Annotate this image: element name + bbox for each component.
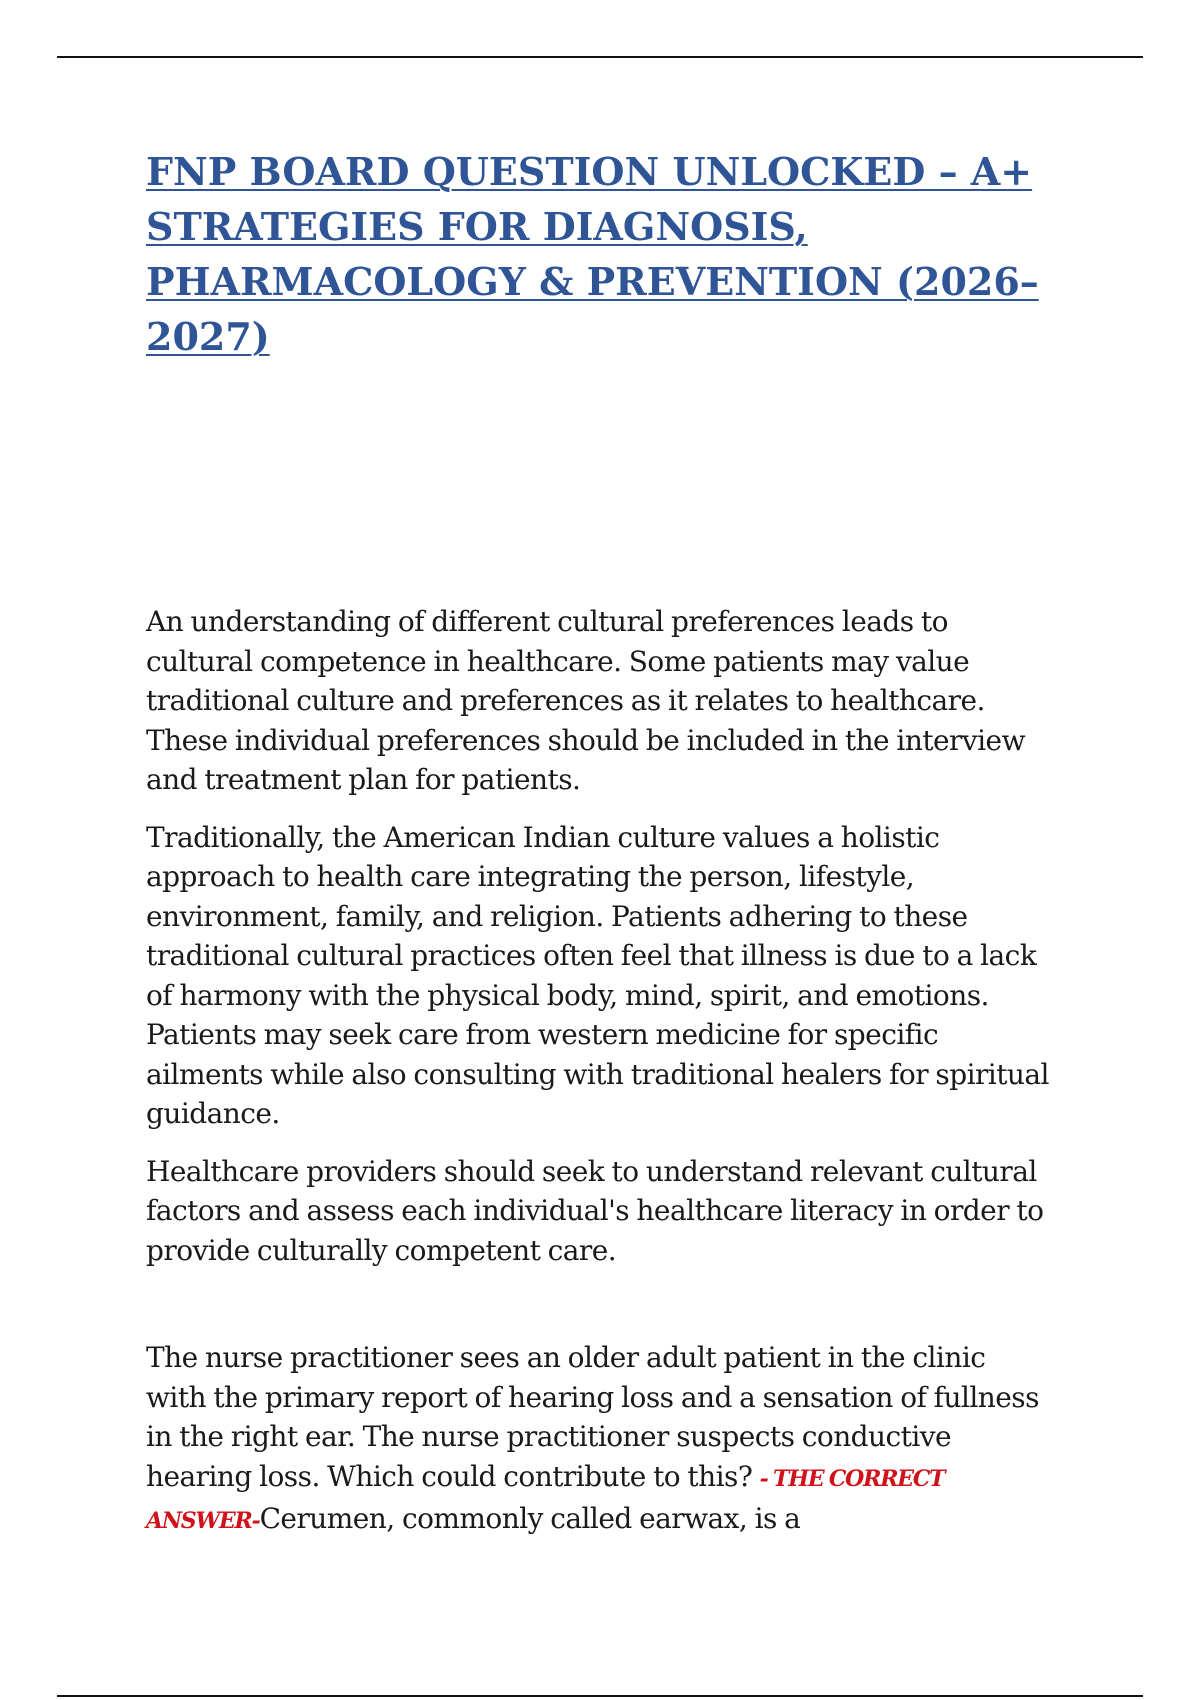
paragraph-american-indian-culture: Traditionally, the American Indian culture values a holistic approach to health care integrating the person, lifestyle, environment, family, and religion. Patients adhering to these traditional cultural practices often feel that illness is due to a lack of harmony with the physical body, mind, spirit, and emotions. Patients may seek care from western medicine for specific ailments while also consulting with traditional healers for spiritual guidance. bbox=[146, 820, 1049, 1130]
bottom-rule bbox=[57, 1695, 1143, 1697]
correct-answer-label: - THE CORRECT ANSWER- bbox=[146, 1465, 945, 1534]
top-rule bbox=[57, 56, 1143, 58]
answer-text: Cerumen, commonly called earwax, is a bbox=[259, 1502, 801, 1535]
paragraph-healthcare-providers: Healthcare providers should seek to understand relevant cultural factors and assess each individual's healthcare literacy in order to provide culturally competent care. bbox=[146, 1154, 1044, 1267]
question-text: The nurse practitioner sees an older adult patient in the clinic with the primary report of hearing loss and a sensation of fullness in the right ear. The nurse practitioner suspects conductive hearing loss. Which could contribute to this? bbox=[146, 1341, 1039, 1493]
body-text bbox=[146, 602, 1051, 1288]
title-block bbox=[146, 144, 1051, 364]
question-paragraph bbox=[146, 1338, 1051, 1542]
question-block bbox=[146, 1338, 1051, 1560]
document-title: FNP BOARD QUESTION UNLOCKED – A+ STRATEGIES FOR DIAGNOSIS, PHARMACOLOGY & PREVENTION (2026–2027) bbox=[146, 149, 1039, 359]
paragraph-cultural-preferences: An understanding of different cultural preferences leads to cultural competence in healthcare. Some patients may value traditional culture and preferences as it relates to healthcare. These individual preferences should be included in the interview and treatment plan for patients. bbox=[146, 605, 1025, 796]
